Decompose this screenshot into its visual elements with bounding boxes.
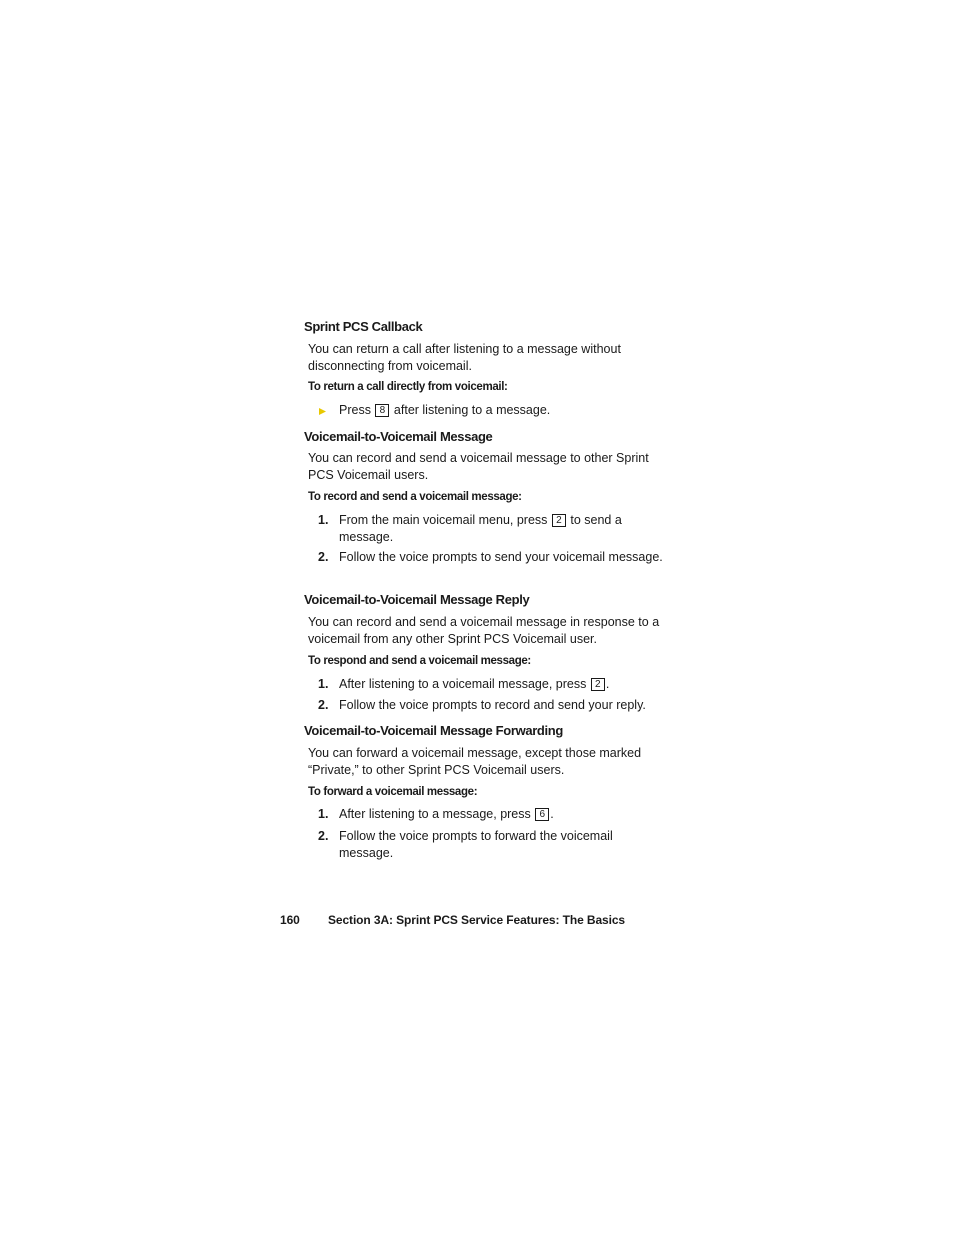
step-text-before: Press xyxy=(339,403,371,417)
step-number: 2. xyxy=(318,829,329,843)
section-paragraph-forwarding: You can forward a voicemail message, except those marked “Private,” to other Sprint PCS Voicemail users. xyxy=(308,746,642,777)
procedure-title-callback: To return a call directly from voicemail: xyxy=(308,381,508,393)
key-6-icon: 6 xyxy=(535,808,549,821)
footer-section-title: Section 3A: Sprint PCS Service Features: The Basics xyxy=(328,913,626,927)
section-heading-reply: Voicemail-to-Voicemail Message Reply xyxy=(304,592,530,607)
step-number: 2. xyxy=(318,550,329,564)
step-text-after: after listening to a message. xyxy=(393,403,551,417)
section-paragraph-message: You can record and send a voicemail message to other Sprint PCS Voicemail users. xyxy=(308,451,649,482)
step-text-before: After listening to a message, press xyxy=(339,807,531,821)
section-heading-forwarding: Voicemail-to-Voicemail Message Forwarding xyxy=(304,723,563,738)
step-number: 2. xyxy=(318,698,329,712)
step-number: 1. xyxy=(318,677,329,691)
step-text-after: . xyxy=(550,807,554,821)
step-text-after: . xyxy=(605,677,610,691)
procedure-title-forwarding: To forward a voicemail message: xyxy=(308,786,478,798)
step-text-before: From the main voicemail menu, press xyxy=(339,513,548,527)
step-text-after: to send a message. xyxy=(339,513,622,544)
step-text: Follow the voice prompts to send your voicemail message. xyxy=(339,550,663,564)
key-8-icon: 8 xyxy=(375,404,389,417)
triangle-right-icon xyxy=(318,402,334,418)
step-text-before: After listening to a voicemail message, press xyxy=(339,677,587,691)
procedure-title-message: To record and send a voicemail message: xyxy=(308,491,522,503)
step-text: Follow the voice prompts to forward the voicemail message. xyxy=(339,829,613,860)
section-heading-callback: Sprint PCS Callback xyxy=(304,319,423,334)
section-paragraph-reply: You can record and send a voicemail message in response to a voicemail from any other Sprint PCS Voicemail user. xyxy=(308,615,660,646)
step-text: Follow the voice prompts to record and send your reply. xyxy=(339,698,646,712)
key-2-icon: 2 xyxy=(591,678,605,691)
key-2-icon: 2 xyxy=(552,514,566,527)
procedure-title-reply: To respond and send a voicemail message: xyxy=(308,655,531,667)
step-number: 1. xyxy=(318,807,329,821)
page-number: 160 xyxy=(280,913,300,927)
section-paragraph-callback: You can return a call after listening to a message without disconnecting from voicemail. xyxy=(308,342,621,373)
section-heading-message: Voicemail-to-Voicemail Message xyxy=(304,429,493,444)
step-number: 1. xyxy=(318,513,329,527)
